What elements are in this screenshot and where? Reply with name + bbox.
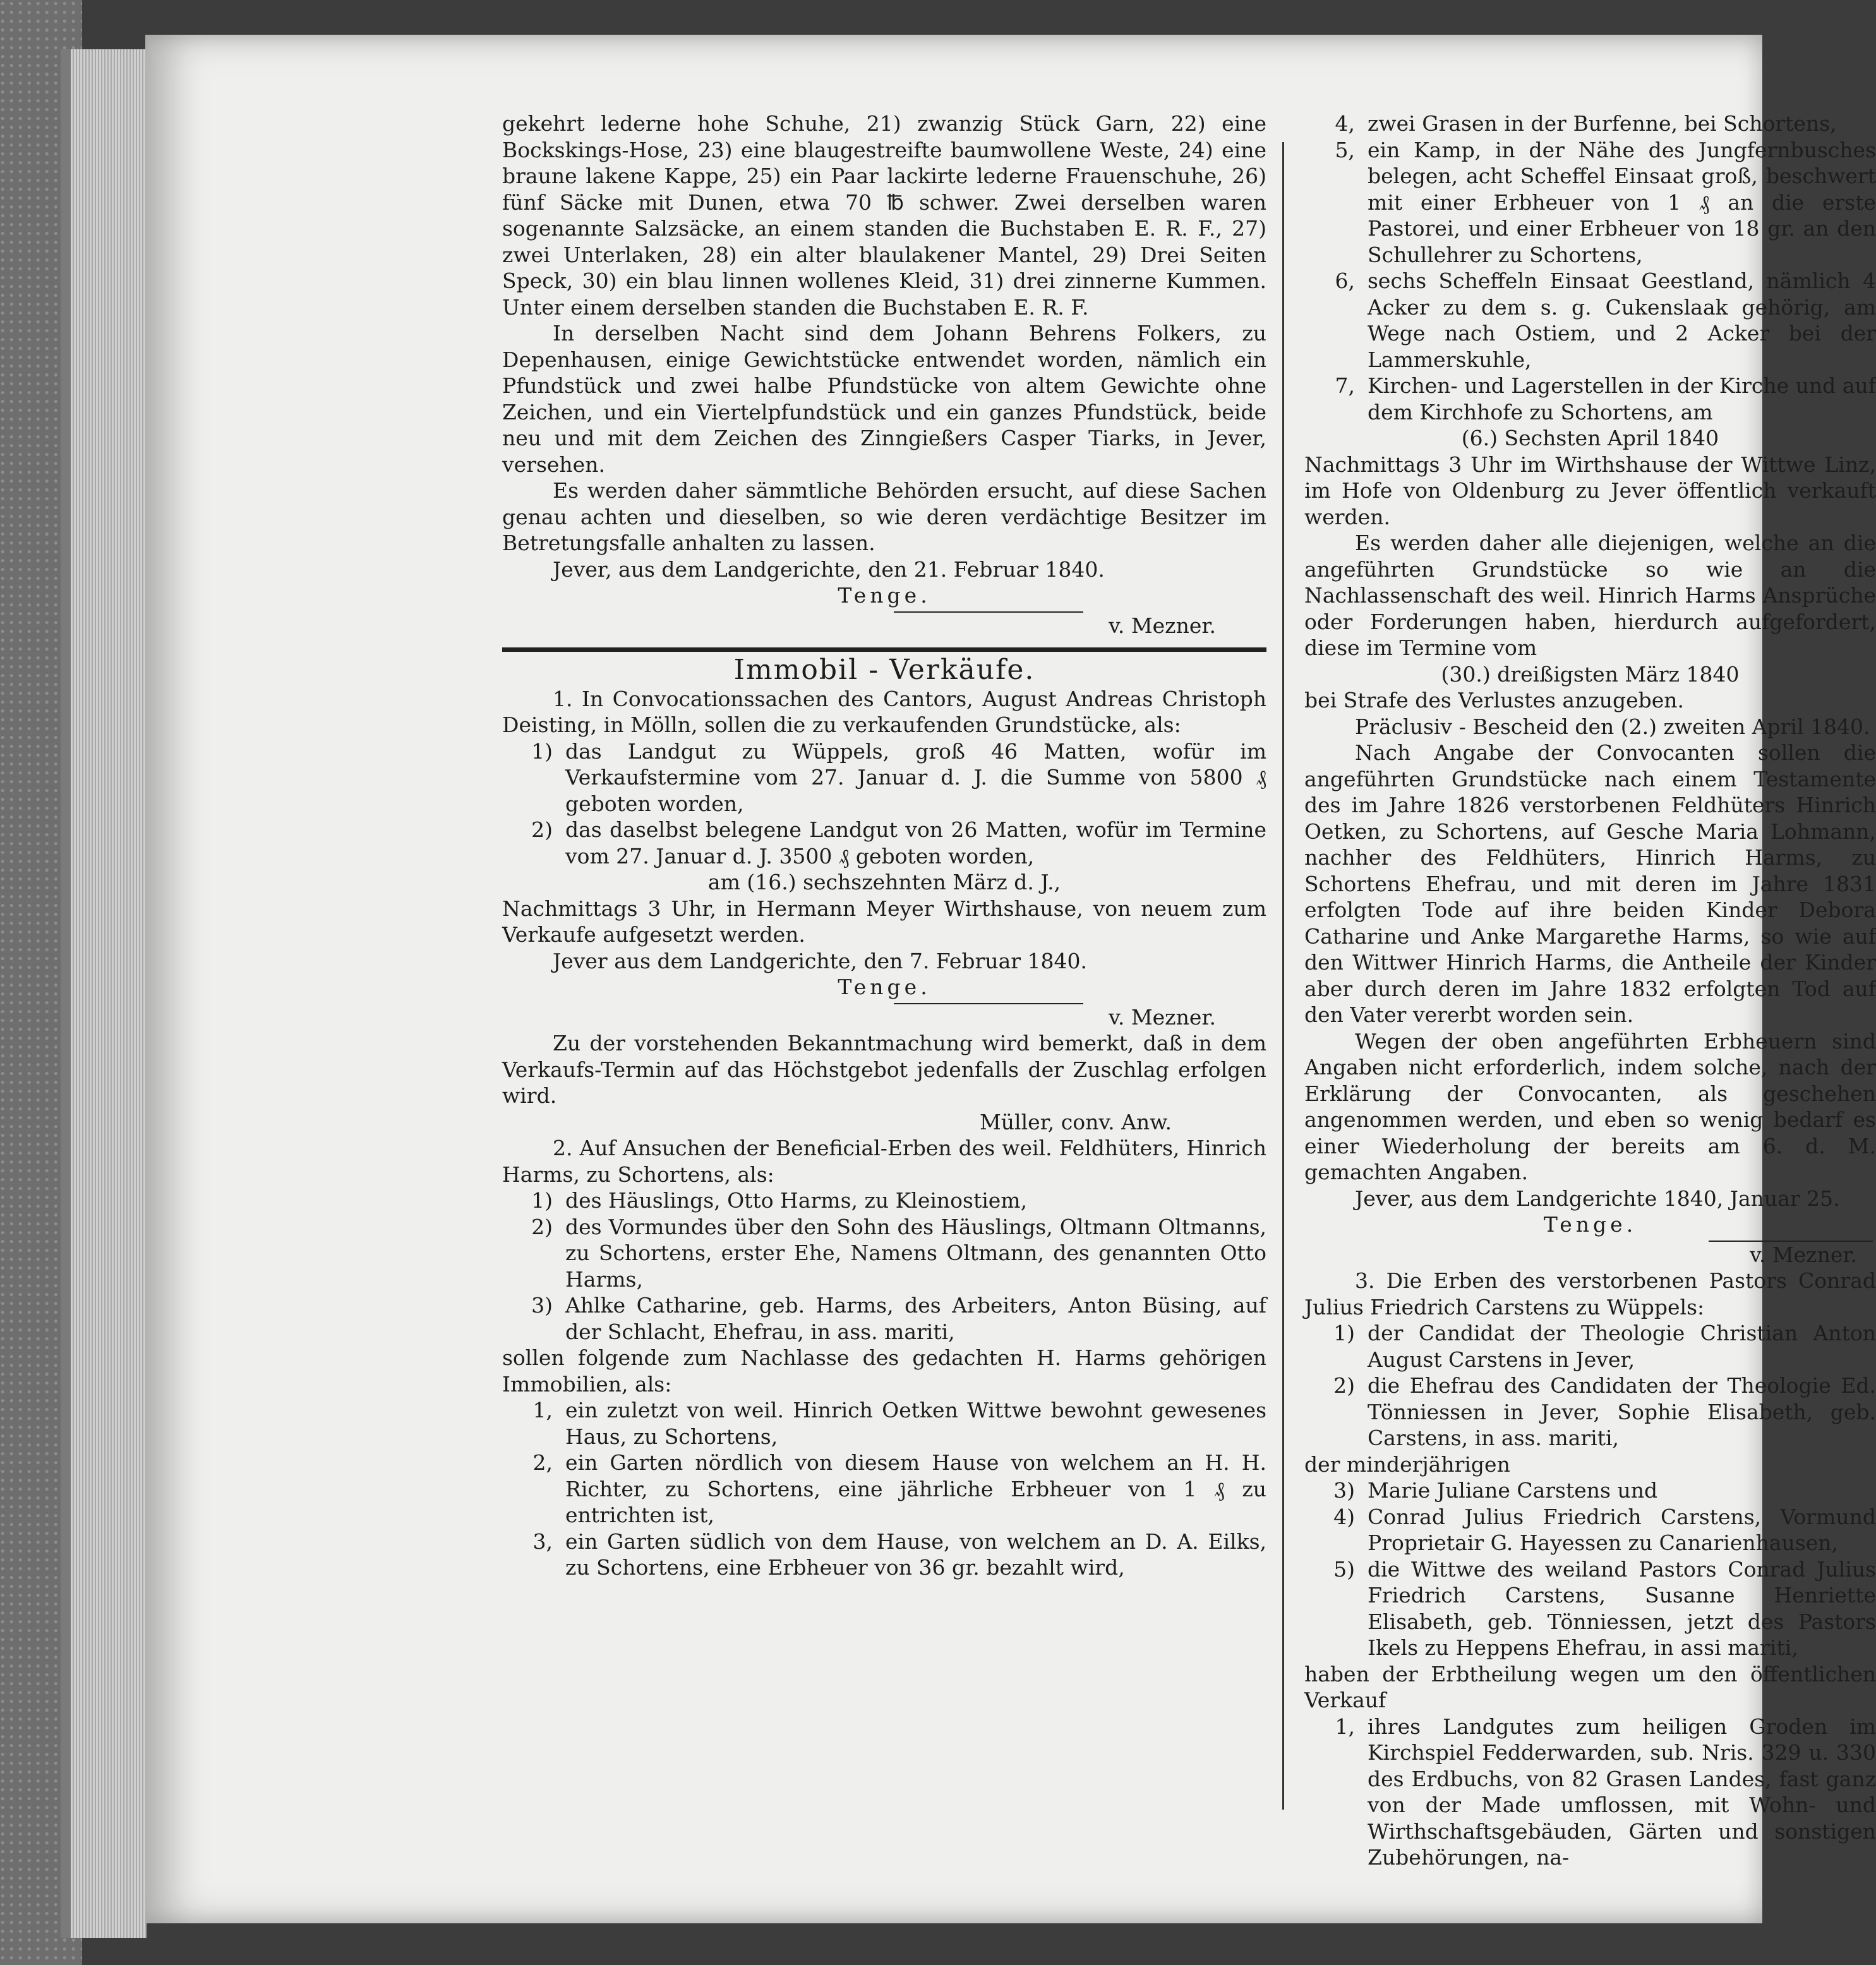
list-item	[502, 738, 1266, 817]
item-number: 5,	[1335, 137, 1355, 162]
signature: Müller, conv. Anw.	[979, 1109, 1172, 1134]
item-text: ihres Landgutes zum heiligen Groden im Kirchspiel Fedderwarden, sub. Nris. 329 u. 330 des Erdbuchs, von 82 Grasen Landes, fast ganz von der Made umflossen, mit Wohn- und Wirthschaftsgebäuden, Gärten und sonstigen Zubehörungen, na-	[1368, 1714, 1876, 1870]
signature: v. Mezner.	[1750, 1242, 1857, 1267]
paragraph: 2. Auf Ansuchen der Beneficial-Erben des weil. Feldhüters, Hinrich Harms, zu Schortens, als:	[502, 1136, 1266, 1187]
paragraph: Nachmittags 3 Uhr, in Hermann Meyer Wirthshause, von neuem zum Verkaufe aufgesetzt werden.	[502, 896, 1266, 947]
list-item	[1304, 1373, 1876, 1451]
item-number: 2)	[1333, 1373, 1355, 1398]
list-item	[1304, 137, 1876, 268]
item-text: der Candidat der Theologie Christian Anton August Carstens in Jever,	[1368, 1321, 1876, 1372]
item-text: die Ehefrau des Candidaten der Theologie Ed. Tönniessen in Jever, Sophie Elisabeth, geb. Carstens, in ass. mariti,	[1368, 1373, 1876, 1450]
list-item	[1304, 1504, 1876, 1556]
item-text: zwei Grasen in der Burfenne, bei Schortens,	[1368, 111, 1837, 136]
paragraph: der minderjährigen	[1304, 1451, 1510, 1477]
paragraph: Es werden daher alle diejenigen, welche an die angeführten Grundstücke so wie an die Nachlassenschaft des weil. Hinrich Harms Ansprüche oder Forderungen haben, hierdurch aufgefordert, diese im Termine vom	[1304, 531, 1876, 660]
dateline: Jever, aus dem Landgerichte 1840, Januar 25.	[1355, 1186, 1840, 1211]
list-item	[1304, 1320, 1876, 1373]
dateline: Jever, aus dem Landgerichte, den 21. Februar 1840.	[553, 556, 1105, 582]
item-text: ein Garten nördlich von diesem Hause von welchem an H. H. Richter, zu Schortens, eine jährliche Erbheuer von 1 ₰ zu entrichten ist,	[565, 1450, 1266, 1527]
item-number: 2)	[531, 1214, 553, 1239]
item-number: 3)	[531, 1293, 553, 1318]
paragraph: 3. Die Erben des verstorbenen Pastors Conrad Julius Friedrich Carstens zu Wüppels:	[1304, 1268, 1876, 1319]
paragraph: bei Strafe des Verlustes anzugeben.	[1304, 688, 1685, 712]
item-text: ein Garten südlich von dem Hause, von welchem an D. A. Eilks, zu Schortens, eine Erbheuer von 36 gr. bezahlt wird,	[565, 1529, 1266, 1580]
item-number: 1,	[1335, 1714, 1355, 1739]
signature: v. Mezner.	[1109, 613, 1216, 638]
item-text: des Häuslings, Otto Harms, zu Kleinostiem,	[565, 1188, 1028, 1213]
item-number: 4)	[1333, 1504, 1355, 1529]
right-column	[1304, 111, 1876, 1871]
list-item	[502, 817, 1266, 869]
paragraph: Es werden daher sämmtliche Behörden ersucht, auf diese Sachen genau achten und dieselben, so wie deren verdächtige Besitzer im Betretungsfalle anhalten zu lassen.	[502, 478, 1266, 555]
item-number: 7,	[1335, 373, 1355, 398]
dateline: Jever aus dem Landgerichte, den 7. Februar 1840.	[553, 948, 1087, 973]
list-item	[1304, 111, 1876, 137]
item-text: Ahlke Catharine, geb. Harms, des Arbeiters, Anton Büsing, auf der Schlacht, Ehefrau, in ass. mariti,	[565, 1293, 1266, 1344]
section-heading: Immobil - Verkäufe.	[733, 654, 1035, 686]
item-text: ein zuletzt von weil. Hinrich Oetken Wittwe bewohnt gewesenes Haus, zu Schortens,	[565, 1398, 1266, 1449]
item-number: 1)	[531, 738, 553, 764]
date-line: (30.) dreißigsten März 1840	[1441, 661, 1740, 687]
paragraph: Nach Angabe der Convocanten sollen die angeführten Grundstücke nach einem Testamente des im Jahre 1826 verstorbenen Feldhüters Hinrich Oetken, zu Schortens, auf Gesche Maria Lohmann, nachher des Feldhüters, Hinrich Harms, zu Schortens Ehefrau, und mit deren im Jahre 1831 erfolgten Tode auf ihre beiden Kinder Debora Catharine und Anke Margarethe Harms, so wie auf den Wittwer Hinrich Harms, die Antheile der Kinder aber durch deren im Jahre 1832 erfolgten Tod auf den Vater vererbt worden sein.	[1304, 740, 1876, 1027]
list-item	[1304, 1714, 1876, 1871]
item-number: 6,	[1335, 268, 1355, 293]
item-number: 2)	[531, 817, 553, 842]
page-edges	[61, 49, 147, 1938]
column-divider	[1282, 142, 1284, 1810]
paragraph: Präclusiv - Bescheid den (2.) zweiten April 1840.	[1355, 714, 1870, 739]
list-item	[502, 1292, 1266, 1345]
date-line: am (16.) sechszehnten März d. J.,	[707, 870, 1061, 894]
signature: Tenge.	[1543, 1212, 1637, 1237]
list-item	[1304, 268, 1876, 373]
signature: Tenge.	[838, 975, 931, 999]
paragraph: gekehrt lederne hohe Schuhe, 21) zwanzig Stück Garn, 22) eine Bockskings-Hose, 23) eine blaugestreifte baumwollene Weste, 24) eine braune lakene Kappe, 25) ein Paar lackirte lederne Frauenschuhe, 26) fünf Säcke mit Dunen, etwa 70 ℔ schwer. Zwei derselben waren sogenannte Salzsäcke, an einem standen die Buchstaben E. R. F., 27) zwei Unterlaken, 28) ein alter blaulakener Mantel, 29) Drei Seiten Speck, 30) ein blau linnen wollenes Kleid, 31) drei zinnerne Kummen. Unter einem derselben standen die Buchstaben E. R. F.	[502, 111, 1266, 320]
item-text: Marie Juliane Carstens und	[1368, 1478, 1658, 1503]
paragraph: Nachmittags 3 Uhr im Wirthshause der Wittwe Linz, im Hofe von Oldenburg zu Jever öffentlich verkauft werden.	[1304, 452, 1876, 529]
date-line: (6.) Sechsten April 1840	[1461, 426, 1719, 450]
list-item	[502, 1214, 1266, 1293]
item-number: 3)	[1333, 1478, 1355, 1503]
list-item	[1304, 1556, 1876, 1661]
paragraph: Wegen der oben angeführten Erbheuern sind Angaben nicht erforderlich, indem solche, nach der Erklärung der Convocanten, als geschehen angenommen werden, und eben so wenig bedarf es einer Wiederholung der bereits am 6. d. M. gemachten Angaben.	[1304, 1028, 1876, 1184]
item-number: 3,	[532, 1529, 553, 1554]
paragraph: In derselben Nacht sind dem Johann Behrens Folkers, zu Depenhausen, einige Gewichtstücke entwendet worden, nämlich ein Pfundstück und zwei halbe Pfundstücke von altem Gewichte ohne Zeichen, und ein Viertelpfundstück und ein ganzes Pfundstück, beide neu und mit dem Zeichen des Zinngießers Casper Tiarks, in Jever, versehen.	[502, 321, 1266, 477]
item-text: die Wittwe des weiland Pastors Conrad Julius Friedrich Carstens, Susanne Henriette Elisabeth, geb. Tönniessen, jetzt des Pastors Ikels zu Heppens Ehefrau, in assi mariti,	[1368, 1556, 1876, 1660]
item-number: 4,	[1335, 111, 1355, 136]
item-text: das daselbst belegene Landgut von 26 Matten, wofür im Termine vom 27. Januar d. J. 3500 ₰ geboten worden,	[565, 817, 1266, 868]
paragraph: 1. In Convocationssachen des Cantors, August Andreas Christoph Deisting, in Mölln, sollen die zu verkaufenden Grundstücke, als:	[502, 686, 1266, 737]
item-text: sechs Scheffeln Einsaat Geestland, nämlich 4 Acker zu dem s. g. Cukenslaak gehörig, am Wege nach Ostiem, und 2 Acker bei der Lammerskuhle,	[1368, 268, 1876, 372]
list-item	[502, 1187, 1266, 1214]
section-rule	[502, 647, 1266, 652]
list-item	[502, 1450, 1266, 1529]
item-number: 1)	[1333, 1321, 1355, 1345]
paragraph: sollen folgende zum Nachlasse des gedachten H. Harms gehörigen Immobilien, als:	[502, 1345, 1266, 1397]
item-text: Kirchen- und Lagerstellen in der Kirche und auf dem Kirchhofe zu Schortens, am	[1368, 373, 1876, 424]
item-number: 1,	[532, 1398, 553, 1422]
item-number: 2,	[532, 1450, 553, 1475]
list-item	[502, 1397, 1266, 1450]
item-text: des Vormundes über den Sohn des Häuslings, Oltmann Oltmanns, zu Schortens, erster Ehe, Namens Oltmann, des genannten Otto Harms,	[565, 1214, 1266, 1292]
left-column	[502, 111, 1266, 1581]
signature: Tenge.	[838, 583, 931, 608]
list-item	[1304, 1477, 1876, 1504]
list-item	[1304, 373, 1876, 425]
newspaper-page	[145, 35, 1876, 1923]
list-item	[502, 1529, 1266, 1581]
item-text: ein Kamp, in der Nähe des Jungfernbusches belegen, acht Scheffel Einsaat groß, beschwert mit einer Erbheuer von 1 ₰ an die erste Pastorei, und einer Erbheuer von 18 gr. an den Schullehrer zu Schortens,	[1368, 137, 1876, 267]
signature: v. Mezner.	[1109, 1004, 1216, 1030]
paragraph: haben der Erbtheilung wegen um den öffentlichen Verkauf	[1304, 1661, 1876, 1712]
item-text: das Landgut zu Wüppels, groß 46 Matten, wofür im Verkaufstermine vom 27. Januar d. J. die Summe von 5800 ₰ geboten worden,	[565, 738, 1266, 816]
paragraph: Zu der vorstehenden Bekanntmachung wird bemerkt, daß in dem Verkaufs-Termin auf das Höchstgebot jedenfalls der Zuschlag erfolgen wird.	[502, 1031, 1266, 1108]
item-text: Conrad Julius Friedrich Carstens, Vormund Proprietair G. Hayessen zu Canarienhausen,	[1368, 1504, 1876, 1555]
item-number: 5)	[1333, 1556, 1355, 1582]
item-number: 1)	[531, 1188, 553, 1213]
